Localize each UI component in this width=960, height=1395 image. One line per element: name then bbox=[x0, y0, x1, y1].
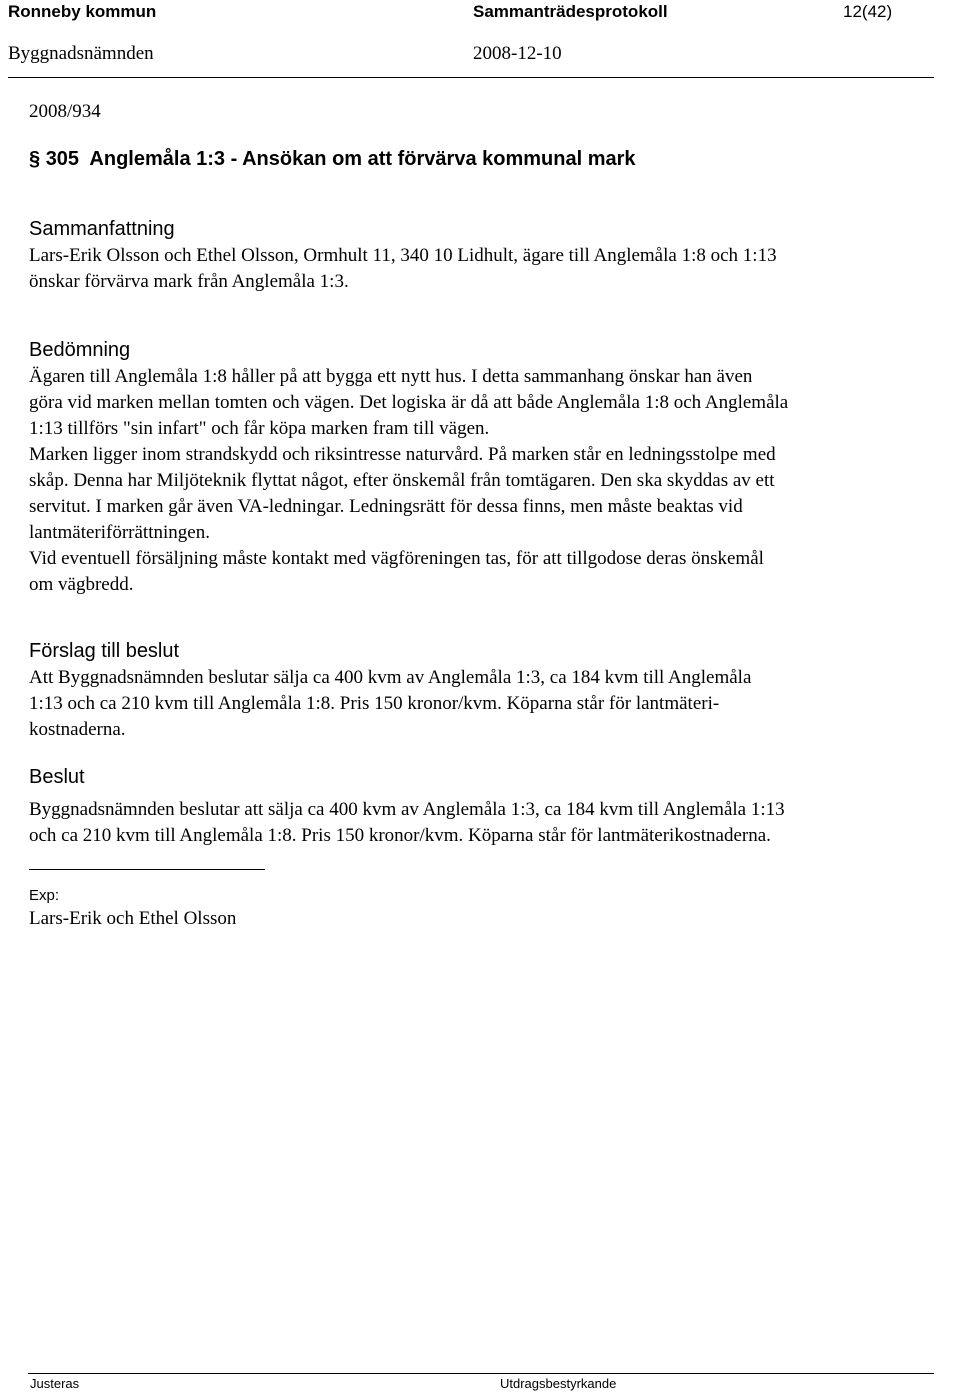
text-line: Marken ligger inom strandskydd och riksintresse naturvård. På marken står en ledningsstolpe med bbox=[29, 444, 776, 465]
text-line: Ägaren till Anglemåla 1:8 håller på att bygga ett nytt hus. I detta sammanhang önskar han även bbox=[29, 366, 753, 387]
section-heading-forslag: Förslag till beslut bbox=[29, 640, 180, 662]
footer-justeras: Justeras bbox=[30, 1376, 80, 1391]
section-body-beslut bbox=[29, 797, 785, 849]
text-line: 1:13 och ca 210 kvm till Anglemåla 1:8. Pris 150 kronor/kvm. Köparna står för lantmäteri- bbox=[29, 693, 720, 714]
separator-line bbox=[29, 869, 265, 870]
distribution-recipient: Lars-Erik och Ethel Olsson bbox=[29, 908, 237, 929]
text-line: 1:13 tillförs "sin infart" och får köpa marken fram till vägen. bbox=[29, 418, 490, 439]
case-number: 2008/934 bbox=[29, 101, 101, 122]
text-line: lantmäteriförrättningen. bbox=[29, 522, 210, 543]
section-heading-bedomning: Bedömning bbox=[29, 339, 131, 361]
text-line: Att Byggnadsnämnden beslutar sälja ca 400 kvm av Anglemåla 1:3, ca 184 kvm till Anglemåla bbox=[29, 667, 752, 688]
meeting-date: 2008-12-10 bbox=[473, 43, 562, 64]
committee-name: Byggnadsnämnden bbox=[8, 43, 154, 64]
document-type: Sammanträdesprotokoll bbox=[473, 2, 668, 21]
text-line: kostnaderna. bbox=[29, 719, 126, 740]
text-line: och ca 210 kvm till Anglemåla 1:8. Pris 150 kronor/kvm. Köparna står för lantmäterikostnaderna. bbox=[29, 825, 771, 846]
text-line: skåp. Denna har Miljöteknik flyttat något, efter önskemål från tomtägaren. Den ska skyddas av ett bbox=[29, 470, 775, 491]
section-heading-sammanfattning: Sammanfattning bbox=[29, 218, 175, 240]
page-title bbox=[29, 148, 636, 171]
section-body-sammanfattning bbox=[29, 243, 777, 295]
page-number: 12(42) bbox=[843, 2, 893, 21]
text-line: Byggnadsnämnden beslutar att sälja ca 400 kvm av Anglemåla 1:3, ca 184 kvm till Anglemåla 1:13 bbox=[29, 799, 785, 820]
section-heading-beslut: Beslut bbox=[29, 766, 85, 788]
text-line: göra vid marken mellan tomten och vägen. Det logiska är då att både Anglemåla 1:8 och Anglemåla bbox=[29, 392, 789, 413]
organization-name: Ronneby kommun bbox=[8, 2, 157, 21]
paragraph-sign: § bbox=[29, 148, 41, 170]
section-body-forslag bbox=[29, 665, 751, 743]
footer-divider bbox=[28, 1373, 934, 1374]
distribution-label: Exp: bbox=[29, 887, 60, 904]
text-line: Lars-Erik Olsson och Ethel Olsson, Ormhult 11, 340 10 Lidhult, ägare till Anglemåla 1:8 och 1:13 bbox=[29, 245, 777, 266]
text-line: önskar förvärva mark från Anglemåla 1:3. bbox=[29, 271, 349, 292]
text-line: om vägbredd. bbox=[29, 574, 134, 595]
title-text: 305 Anglemåla 1:3 - Ansökan om att förvärva kommunal mark bbox=[45, 148, 636, 170]
text-line: Vid eventuell försäljning måste kontakt med vägföreningen tas, för att tillgodose deras önskemål bbox=[29, 548, 764, 569]
header-divider bbox=[8, 77, 934, 78]
footer-utdragsbestyrkande: Utdragsbestyrkande bbox=[500, 1376, 617, 1391]
section-body-bedomning bbox=[29, 364, 788, 598]
text-line: servitut. I marken går även VA-ledningar. Ledningsrätt för dessa finns, men måste beaktas vid bbox=[29, 496, 743, 517]
